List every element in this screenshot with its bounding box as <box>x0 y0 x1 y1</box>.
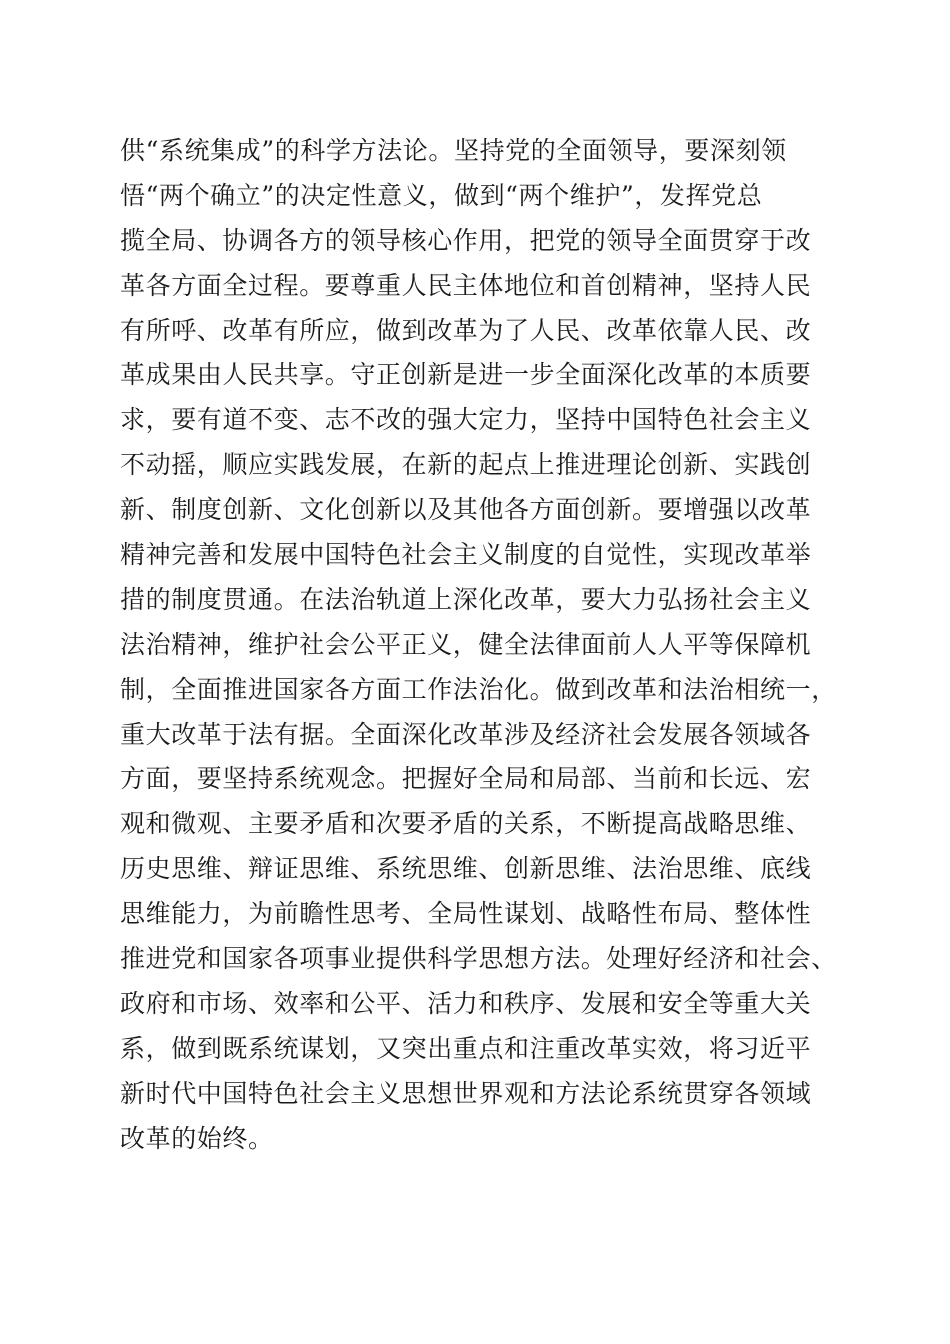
text-line: 思维能力，为前瞻性思考、全局性谋划、战略性布局、整体性 <box>120 899 812 929</box>
text-line: 精神完善和发展中国特色社会主义制度的自觉性，实现改革举 <box>120 540 812 570</box>
text-line: 革成果由人民共享。守正创新是进一步全面深化改革的本质要 <box>120 360 812 390</box>
body-paragraph <box>120 129 840 1161</box>
text-line: 历史思维、辩证思维、系统思维、创新思维、法治思维、底线 <box>120 854 812 884</box>
text-line: 法治精神，维护社会公平正义，健全法律面前人人平等保障机 <box>120 629 812 659</box>
text-line: 重大改革于法有据。全面深化改革涉及经济社会发展各领域各 <box>120 719 812 749</box>
text-line: 制，全面推进国家各方面工作法治化。做到改革和法治相统一， <box>120 674 837 704</box>
text-line: 求，要有道不变、志不改的强大定力，坚持中国特色社会主义 <box>120 405 812 435</box>
text-line: 政府和市场、效率和公平、活力和秩序、发展和安全等重大关 <box>120 988 812 1018</box>
text-line: 揽全局、协调各方的领导核心作用，把党的领导全面贯穿于改 <box>120 225 812 255</box>
text-line: 观和微观、主要矛盾和次要矛盾的关系，不断提高战略思维、 <box>120 809 812 839</box>
text-line: 新、制度创新、文化创新以及其他各方面创新。要增强以改革 <box>120 495 812 525</box>
text-line: 不动摇，顺应实践发展，在新的起点上推进理论创新、实践创 <box>120 450 812 480</box>
text-line: 改革的始终。 <box>120 1123 274 1153</box>
text-line: 新时代中国特色社会主义思想世界观和方法论系统贯穿各领域 <box>120 1078 812 1108</box>
text-line: 供“系统集成”的科学方法论。坚持党的全面领导，要深刻领 <box>120 136 787 165</box>
text-line: 推进党和国家各项事业提供科学思想方法。处理好经济和社会、 <box>120 944 837 974</box>
text-line: 系，做到既系统谋划，又突出重点和注重改革实效，将习近平 <box>120 1033 812 1063</box>
text-line: 悟“两个确立”的决定性意义，做到“两个维护”，发挥党总 <box>120 180 763 210</box>
text-line: 措的制度贯通。在法治轨道上深化改革，要大力弘扬社会主义 <box>120 584 812 614</box>
text-line: 有所呼、改革有所应，做到改革为了人民、改革依靠人民、改 <box>120 315 812 345</box>
text-line: 革各方面全过程。要尊重人民主体地位和首创精神，坚持人民 <box>120 270 812 300</box>
text-line: 方面，要坚持系统观念。把握好全局和局部、当前和长远、宏 <box>120 764 812 794</box>
